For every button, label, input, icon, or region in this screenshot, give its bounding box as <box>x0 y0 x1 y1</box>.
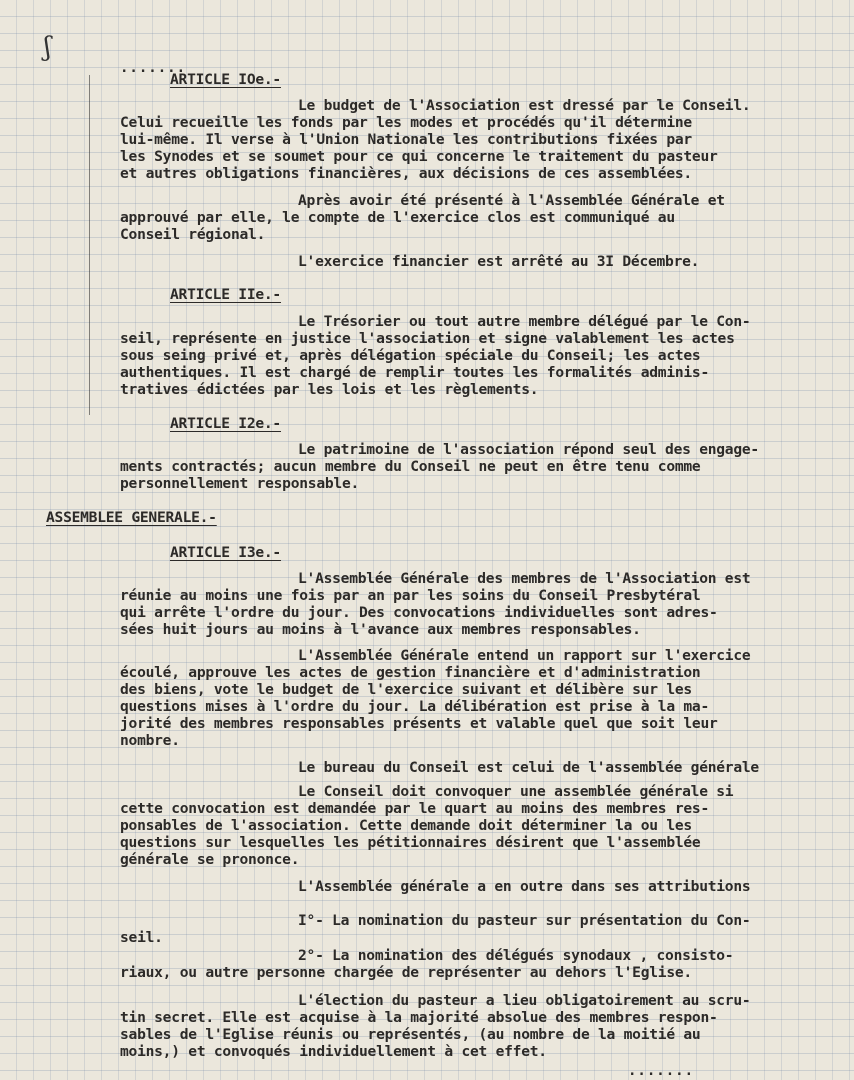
text-line: tin secret. Elle est acquise à la majorité absolue des membres respon- <box>120 1009 718 1026</box>
text-line: Le patrimoine de l'association répond seul des engage- <box>298 441 759 458</box>
text-line: jorité des membres responsables présents et valable quel que soit leur <box>120 715 718 732</box>
text-line: écoulé, approuve les actes de gestion financière et d'administration <box>120 664 701 681</box>
text-line: Le budget de l'Association est dressé par le Conseil. <box>298 97 751 114</box>
article-12-heading: ARTICLE I2e.- <box>170 415 281 432</box>
text-line: tratives édictées par les lois et les règlements. <box>120 381 539 398</box>
text-line: les Synodes et se soumet pour ce qui concerne le traitement du pasteur <box>120 148 718 165</box>
article-10-heading: ARTICLE IOe.- <box>170 71 281 88</box>
text-line: 2°- La nomination des délégués synodaux , consisto- <box>298 947 734 964</box>
text-line: sous seing privé et, après délégation spéciale du Conseil; les actes <box>120 347 701 364</box>
text-line: Le bureau du Conseil est celui de l'assemblée générale <box>298 759 759 776</box>
text-line: seil, représente en justice l'association et signe valablement les actes <box>120 330 735 347</box>
text-line: sables de l'Eglise réunis ou représentés, (au nombre de la moitié au <box>120 1026 701 1043</box>
text-line: L'élection du pasteur a lieu obligatoirement au scru- <box>298 992 751 1009</box>
text-line: nombre. <box>120 732 180 749</box>
text-line: approuvé par elle, le compte de l'exercice clos est communiqué au <box>120 209 675 226</box>
text-line: ponsables de l'association. Cette demande doit déterminer la ou les <box>120 817 692 834</box>
text-line: moins,) et convoqués individuellement à cet effet. <box>120 1043 547 1060</box>
article-13-heading: ARTICLE I3e.- <box>170 544 281 561</box>
pen-mark: ʃ <box>44 32 52 62</box>
text-line: personnellement responsable. <box>120 475 360 492</box>
text-line: I°- La nomination du pasteur sur présentation du Con- <box>298 912 751 929</box>
text-line: L'Assemblée Générale entend un rapport sur l'exercice <box>298 647 751 664</box>
text-line: lui-même. Il verse à l'Union Nationale les contributions fixées par <box>120 131 692 148</box>
margin-line <box>89 75 90 415</box>
text-line: L'exercice financier est arrêté au 3I Décembre. <box>298 253 700 270</box>
text-line: cette convocation est demandée par le quart au moins des membres res- <box>120 800 709 817</box>
text-line: Le Trésorier ou tout autre membre délégué par le Con- <box>298 313 751 330</box>
text-line: riaux, ou autre personne chargée de représenter au dehors l'Eglise. <box>120 964 692 981</box>
text-line: et autres obligations financières, aux décisions de ces assemblées. <box>120 165 692 182</box>
text-line: L'Assemblée Générale des membres de l'Association est <box>298 570 751 587</box>
text-line: Le Conseil doit convoquer une assemblée générale si <box>298 783 734 800</box>
text-line: seil. <box>120 929 163 946</box>
text-line: qui arrête l'ordre du jour. Des convocations individuelles sont adres- <box>120 604 718 621</box>
text-line: des biens, vote le budget de l'exercice suivant et délibère sur les <box>120 681 692 698</box>
text-line: réunie au moins une fois par an par les soins du Conseil Presbytéral <box>120 587 701 604</box>
text-line: sées huit jours au moins à l'avance aux membres responsables. <box>120 621 641 638</box>
text-line: questions mises à l'ordre du jour. La délibération est prise à la ma- <box>120 698 709 715</box>
text-line: L'Assemblée générale a en outre dans ses attributions <box>298 878 751 895</box>
text-line: Conseil régional. <box>120 226 266 243</box>
text-line: authentiques. Il est chargé de remplir toutes les formalités adminis- <box>120 364 709 381</box>
text-line: questions sur lesquelles les pétitionnaires désirent que l'assemblée <box>120 834 701 851</box>
article-11-heading: ARTICLE IIe.- <box>170 286 281 303</box>
text-line: générale se prononce. <box>120 851 300 868</box>
text-line: Après avoir été présenté à l'Assemblée Générale et <box>298 192 725 209</box>
top-marker: ....... <box>120 60 187 76</box>
bottom-marker: ....... <box>628 1063 695 1079</box>
text-line: ments contractés; aucun membre du Conseil ne peut en être tenu comme <box>120 458 701 475</box>
section-heading: ASSEMBLEE GENERALE.- <box>46 509 217 526</box>
text-line: Celui recueille les fonds par les modes et procédés qu'il détermine <box>120 114 692 131</box>
